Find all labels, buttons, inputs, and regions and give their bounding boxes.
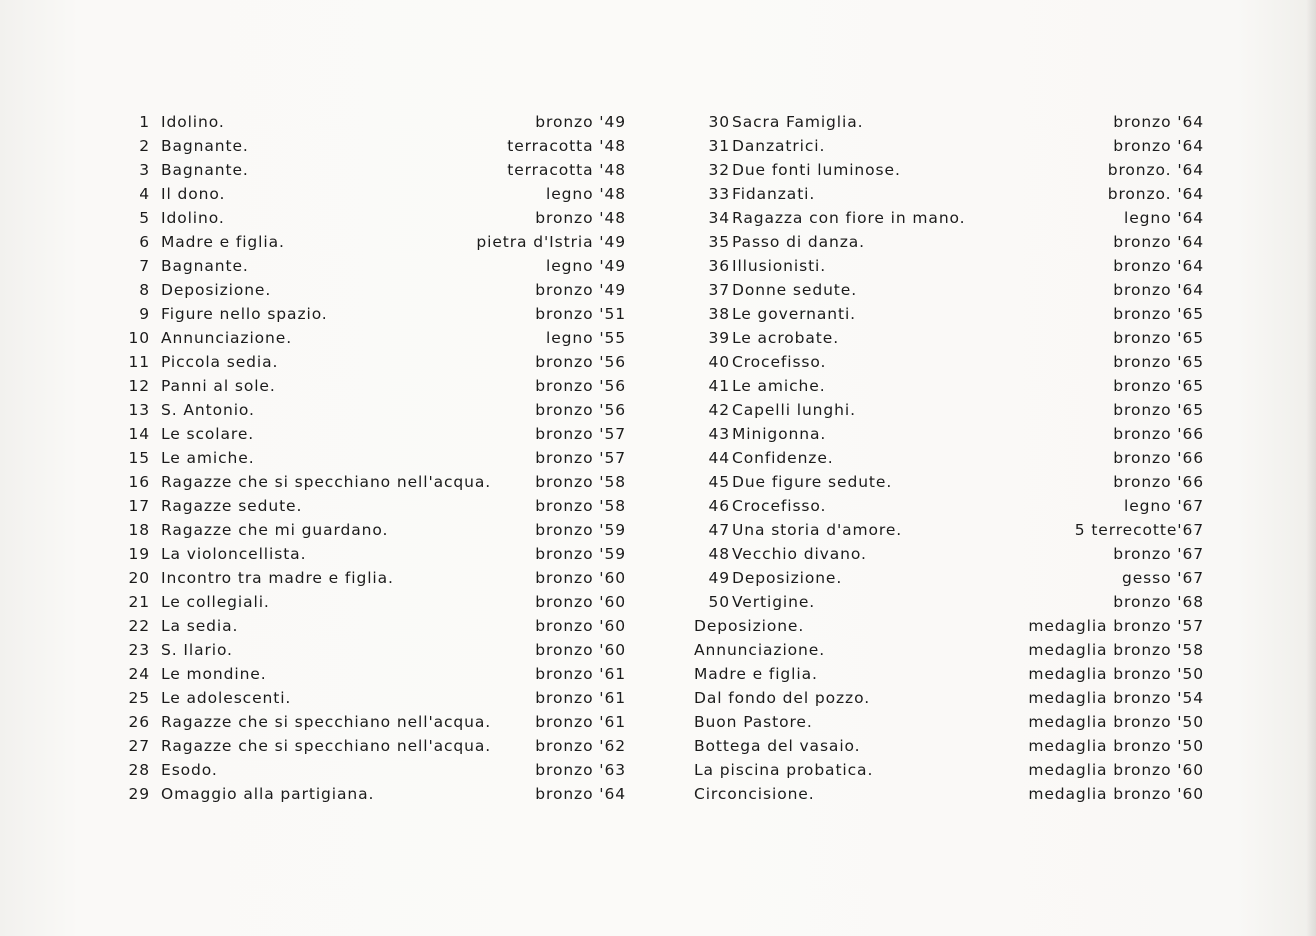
entry-title: Il dono. bbox=[161, 185, 226, 203]
entry-material-year: bronzo '57 bbox=[535, 449, 626, 467]
entry-material-year: bronzo '63 bbox=[535, 761, 626, 779]
catalog-entry bbox=[688, 230, 1204, 254]
entry-number: 27 bbox=[128, 737, 150, 755]
catalog-entry bbox=[116, 710, 626, 734]
entry-number: 47 bbox=[708, 521, 730, 539]
entry-number: 9 bbox=[139, 305, 150, 323]
entry-material-year: bronzo '56 bbox=[535, 353, 626, 371]
entry-material-year: medaglia bronzo '54 bbox=[1028, 689, 1204, 707]
catalog-entry bbox=[116, 326, 626, 350]
entry-number: 26 bbox=[128, 713, 150, 731]
catalog-entry bbox=[688, 638, 1204, 662]
entry-material-year: bronzo '56 bbox=[535, 377, 626, 395]
entry-material-year: terracotta '48 bbox=[507, 161, 626, 179]
entry-number: 44 bbox=[708, 449, 730, 467]
entry-material-year: bronzo '61 bbox=[535, 713, 626, 731]
entry-material-year: medaglia bronzo '57 bbox=[1028, 617, 1204, 635]
catalog-entry bbox=[116, 566, 626, 590]
catalog-entry bbox=[688, 758, 1204, 782]
entry-material-year: bronzo '51 bbox=[535, 305, 626, 323]
entry-title: Le amiche. bbox=[732, 377, 826, 395]
entry-title: Le scolare. bbox=[161, 425, 255, 443]
entry-title: Bottega del vasaio. bbox=[694, 737, 861, 755]
entry-material-year: bronzo '60 bbox=[535, 641, 626, 659]
entry-number: 4 bbox=[139, 185, 150, 203]
entry-title: La sedia. bbox=[161, 617, 239, 635]
entry-material-year: bronzo '59 bbox=[535, 545, 626, 563]
entry-number: 33 bbox=[708, 185, 730, 203]
catalog-entry bbox=[116, 494, 626, 518]
entry-title: Le amiche. bbox=[161, 449, 255, 467]
catalog-entry bbox=[688, 494, 1204, 518]
entry-material-year: bronzo '64 bbox=[1113, 233, 1204, 251]
entry-number: 49 bbox=[708, 569, 730, 587]
entry-number: 35 bbox=[708, 233, 730, 251]
catalog-entry bbox=[116, 590, 626, 614]
entry-material-year: bronzo '49 bbox=[535, 113, 626, 131]
entry-number: 34 bbox=[708, 209, 730, 227]
entry-title: Ragazze sedute. bbox=[161, 497, 303, 515]
entry-number: 39 bbox=[708, 329, 730, 347]
entry-material-year: bronzo '65 bbox=[1113, 329, 1204, 347]
entry-material-year: bronzo '67 bbox=[1113, 545, 1204, 563]
entry-material-year: medaglia bronzo '60 bbox=[1028, 785, 1204, 803]
entry-number: 21 bbox=[128, 593, 150, 611]
entry-number: 2 bbox=[139, 137, 150, 155]
catalog-list-right bbox=[688, 110, 1204, 806]
entry-title: Ragazza con fiore in mano. bbox=[732, 209, 966, 227]
catalog-entry bbox=[116, 782, 626, 806]
catalog-entry bbox=[116, 542, 626, 566]
entry-material-year: bronzo '65 bbox=[1113, 401, 1204, 419]
entry-material-year: bronzo '57 bbox=[535, 425, 626, 443]
entry-number: 24 bbox=[128, 665, 150, 683]
entry-material-year: medaglia bronzo '60 bbox=[1028, 761, 1204, 779]
catalog-entry bbox=[116, 518, 626, 542]
entry-material-year: bronzo '58 bbox=[535, 497, 626, 515]
entry-title: Illusionisti. bbox=[732, 257, 827, 275]
entry-title: Donne sedute. bbox=[732, 281, 858, 299]
entry-title: Ragazze che si specchiano nell'acqua. bbox=[161, 713, 492, 731]
entry-title: Le collegiali. bbox=[161, 593, 270, 611]
entry-title: Confidenze. bbox=[732, 449, 834, 467]
entry-material-year: medaglia bronzo '50 bbox=[1028, 737, 1204, 755]
entry-number: 29 bbox=[128, 785, 150, 803]
entry-material-year: legno '55 bbox=[546, 329, 626, 347]
entry-title: Vertigine. bbox=[732, 593, 816, 611]
catalog-entry bbox=[116, 374, 626, 398]
entry-number: 23 bbox=[128, 641, 150, 659]
entry-title: Incontro tra madre e figlia. bbox=[161, 569, 394, 587]
entry-number: 45 bbox=[708, 473, 730, 491]
entry-material-year: pietra d'Istria '49 bbox=[476, 233, 626, 251]
entry-title: Le adolescenti. bbox=[161, 689, 292, 707]
entry-title: Idolino. bbox=[161, 113, 225, 131]
catalog-entry bbox=[688, 422, 1204, 446]
catalog-entry bbox=[688, 326, 1204, 350]
catalog-entry bbox=[116, 734, 626, 758]
entry-material-year: bronzo '61 bbox=[535, 665, 626, 683]
entry-title: Due figure sedute. bbox=[732, 473, 893, 491]
entry-title: S. Antonio. bbox=[161, 401, 255, 419]
entry-title: Ragazze che si specchiano nell'acqua. bbox=[161, 737, 492, 755]
entry-title: S. Ilario. bbox=[161, 641, 233, 659]
entry-title: Deposizione. bbox=[732, 569, 843, 587]
catalog-entry bbox=[116, 614, 626, 638]
entry-title: La violoncellista. bbox=[161, 545, 307, 563]
entry-title: Bagnante. bbox=[161, 161, 249, 179]
catalog-entry bbox=[116, 254, 626, 278]
entry-material-year: bronzo '64 bbox=[535, 785, 626, 803]
entry-number: 12 bbox=[128, 377, 150, 395]
entry-title: Crocefisso. bbox=[732, 497, 827, 515]
catalog-entry bbox=[116, 182, 626, 206]
entry-material-year: bronzo '60 bbox=[535, 569, 626, 587]
catalog-entry bbox=[116, 278, 626, 302]
entry-title: Fidanzati. bbox=[732, 185, 816, 203]
entry-number: 20 bbox=[128, 569, 150, 587]
entry-number: 42 bbox=[708, 401, 730, 419]
catalog-entry bbox=[688, 302, 1204, 326]
entry-number: 25 bbox=[128, 689, 150, 707]
entry-material-year: bronzo '65 bbox=[1113, 305, 1204, 323]
entry-material-year: legno '48 bbox=[546, 185, 626, 203]
catalog-entry bbox=[688, 782, 1204, 806]
entry-title: Capelli lunghi. bbox=[732, 401, 856, 419]
entry-number: 11 bbox=[128, 353, 150, 371]
entry-number: 22 bbox=[128, 617, 150, 635]
catalog-entry bbox=[116, 350, 626, 374]
catalog-entry bbox=[116, 758, 626, 782]
entry-title: Due fonti luminose. bbox=[732, 161, 901, 179]
catalog-entry bbox=[116, 302, 626, 326]
catalog-entry bbox=[688, 734, 1204, 758]
entry-title: Le mondine. bbox=[161, 665, 267, 683]
catalog-entry bbox=[116, 662, 626, 686]
entry-number: 17 bbox=[128, 497, 150, 515]
entry-material-year: gesso '67 bbox=[1121, 569, 1204, 587]
entry-number: 40 bbox=[708, 353, 730, 371]
entry-material-year: legno '49 bbox=[546, 257, 626, 275]
entry-material-year: bronzo '48 bbox=[535, 209, 626, 227]
catalog-entry bbox=[116, 422, 626, 446]
entry-title: Piccola sedia. bbox=[161, 353, 279, 371]
entry-title: Buon Pastore. bbox=[694, 713, 813, 731]
entry-title: Crocefisso. bbox=[732, 353, 827, 371]
entry-number: 7 bbox=[139, 257, 150, 275]
entry-number: 5 bbox=[139, 209, 150, 227]
catalog-entry bbox=[688, 134, 1204, 158]
entry-material-year: legno '64 bbox=[1124, 209, 1204, 227]
entry-title: Annunciazione. bbox=[694, 641, 826, 659]
entry-title: Esodo. bbox=[161, 761, 218, 779]
entry-number: 28 bbox=[128, 761, 150, 779]
entry-title: Bagnante. bbox=[161, 137, 249, 155]
entry-material-year: bronzo. '64 bbox=[1107, 161, 1204, 179]
entry-material-year: bronzo '64 bbox=[1113, 281, 1204, 299]
catalog-entry bbox=[116, 158, 626, 182]
entry-material-year: medaglia bronzo '50 bbox=[1028, 713, 1204, 731]
catalog-entry bbox=[688, 110, 1204, 134]
entry-material-year: bronzo '61 bbox=[535, 689, 626, 707]
catalog-entry bbox=[116, 686, 626, 710]
catalog-entry bbox=[688, 518, 1204, 542]
entry-title: Madre e figlia. bbox=[161, 233, 285, 251]
entry-number: 8 bbox=[139, 281, 150, 299]
catalog-entry bbox=[116, 638, 626, 662]
entry-number: 50 bbox=[708, 593, 730, 611]
entry-material-year: bronzo '66 bbox=[1113, 449, 1204, 467]
catalog-entry bbox=[116, 398, 626, 422]
entry-number: 43 bbox=[708, 425, 730, 443]
entry-number: 32 bbox=[708, 161, 730, 179]
entry-material-year: terracotta '48 bbox=[507, 137, 626, 155]
entry-material-year: bronzo '62 bbox=[535, 737, 626, 755]
entry-material-year: bronzo '64 bbox=[1113, 257, 1204, 275]
catalog-entry bbox=[688, 470, 1204, 494]
catalog-entry bbox=[688, 686, 1204, 710]
entry-title: Passo di danza. bbox=[732, 233, 866, 251]
entry-title: Deposizione. bbox=[161, 281, 272, 299]
entry-number: 16 bbox=[128, 473, 150, 491]
entry-material-year: 5 terrecotte'67 bbox=[1074, 521, 1204, 539]
catalog-entry bbox=[688, 542, 1204, 566]
entry-material-year: bronzo '64 bbox=[1113, 113, 1204, 131]
catalog-entry bbox=[116, 230, 626, 254]
entry-material-year: legno '67 bbox=[1124, 497, 1204, 515]
entry-number: 10 bbox=[128, 329, 150, 347]
entry-material-year: bronzo '56 bbox=[535, 401, 626, 419]
catalog-entry bbox=[688, 566, 1204, 590]
catalog-list-left bbox=[116, 110, 626, 806]
entry-number: 41 bbox=[708, 377, 730, 395]
entry-title: Una storia d'amore. bbox=[732, 521, 903, 539]
catalog-entry bbox=[688, 278, 1204, 302]
entry-title: La piscina probatica. bbox=[694, 761, 874, 779]
catalog-entry bbox=[116, 110, 626, 134]
catalog-entry bbox=[688, 182, 1204, 206]
entry-title: Vecchio divano. bbox=[732, 545, 867, 563]
entry-number: 19 bbox=[128, 545, 150, 563]
entry-material-year: bronzo '59 bbox=[535, 521, 626, 539]
entry-title: Dal fondo del pozzo. bbox=[694, 689, 871, 707]
entry-number: 37 bbox=[708, 281, 730, 299]
entry-material-year: bronzo '66 bbox=[1113, 425, 1204, 443]
entry-material-year: medaglia bronzo '58 bbox=[1028, 641, 1204, 659]
entry-number: 14 bbox=[128, 425, 150, 443]
catalog-entry bbox=[116, 206, 626, 230]
entry-title: Deposizione. bbox=[694, 617, 805, 635]
entry-number: 36 bbox=[708, 257, 730, 275]
entry-material-year: medaglia bronzo '50 bbox=[1028, 665, 1204, 683]
entry-title: Madre e figlia. bbox=[694, 665, 818, 683]
entry-title: Le governanti. bbox=[732, 305, 857, 323]
entry-number: 46 bbox=[708, 497, 730, 515]
entry-material-year: bronzo. '64 bbox=[1107, 185, 1204, 203]
entry-number: 13 bbox=[128, 401, 150, 419]
catalog-entry bbox=[688, 398, 1204, 422]
entry-title: Circoncisione. bbox=[694, 785, 815, 803]
catalog-entry bbox=[116, 470, 626, 494]
entry-material-year: bronzo '66 bbox=[1113, 473, 1204, 491]
entry-material-year: bronzo '65 bbox=[1113, 353, 1204, 371]
catalog-entry bbox=[688, 158, 1204, 182]
catalog-entry bbox=[688, 614, 1204, 638]
catalog-entry bbox=[688, 206, 1204, 230]
entry-number: 15 bbox=[128, 449, 150, 467]
catalog-entry bbox=[688, 254, 1204, 278]
entry-number: 48 bbox=[708, 545, 730, 563]
entry-number: 31 bbox=[708, 137, 730, 155]
catalog-entry bbox=[116, 134, 626, 158]
entry-title: Ragazze che mi guardano. bbox=[161, 521, 389, 539]
entry-number: 38 bbox=[708, 305, 730, 323]
catalog-entry bbox=[688, 350, 1204, 374]
entry-title: Bagnante. bbox=[161, 257, 249, 275]
entry-title: Le acrobate. bbox=[732, 329, 840, 347]
entry-number: 1 bbox=[139, 113, 150, 131]
entry-title: Omaggio alla partigiana. bbox=[161, 785, 375, 803]
entry-material-year: bronzo '65 bbox=[1113, 377, 1204, 395]
catalog-entry bbox=[688, 590, 1204, 614]
entry-title: Figure nello spazio. bbox=[161, 305, 328, 323]
entry-number: 6 bbox=[139, 233, 150, 251]
entry-material-year: bronzo '64 bbox=[1113, 137, 1204, 155]
entry-title: Idolino. bbox=[161, 209, 225, 227]
entry-material-year: bronzo '49 bbox=[535, 281, 626, 299]
entry-title: Annunciazione. bbox=[161, 329, 293, 347]
entry-title: Ragazze che si specchiano nell'acqua. bbox=[161, 473, 492, 491]
entry-number: 30 bbox=[708, 113, 730, 131]
catalog-entry bbox=[688, 662, 1204, 686]
catalog-entry bbox=[688, 446, 1204, 470]
catalog-entry bbox=[688, 710, 1204, 734]
entry-title: Sacra Famiglia. bbox=[732, 113, 864, 131]
entry-number: 3 bbox=[139, 161, 150, 179]
entry-material-year: bronzo '58 bbox=[535, 473, 626, 491]
catalog-entry bbox=[688, 374, 1204, 398]
entry-title: Panni al sole. bbox=[161, 377, 276, 395]
catalog-entry bbox=[116, 446, 626, 470]
entry-material-year: bronzo '68 bbox=[1113, 593, 1204, 611]
entry-number: 18 bbox=[128, 521, 150, 539]
entry-material-year: bronzo '60 bbox=[535, 617, 626, 635]
entry-material-year: bronzo '60 bbox=[535, 593, 626, 611]
entry-title: Minigonna. bbox=[732, 425, 827, 443]
entry-title: Danzatrici. bbox=[732, 137, 826, 155]
